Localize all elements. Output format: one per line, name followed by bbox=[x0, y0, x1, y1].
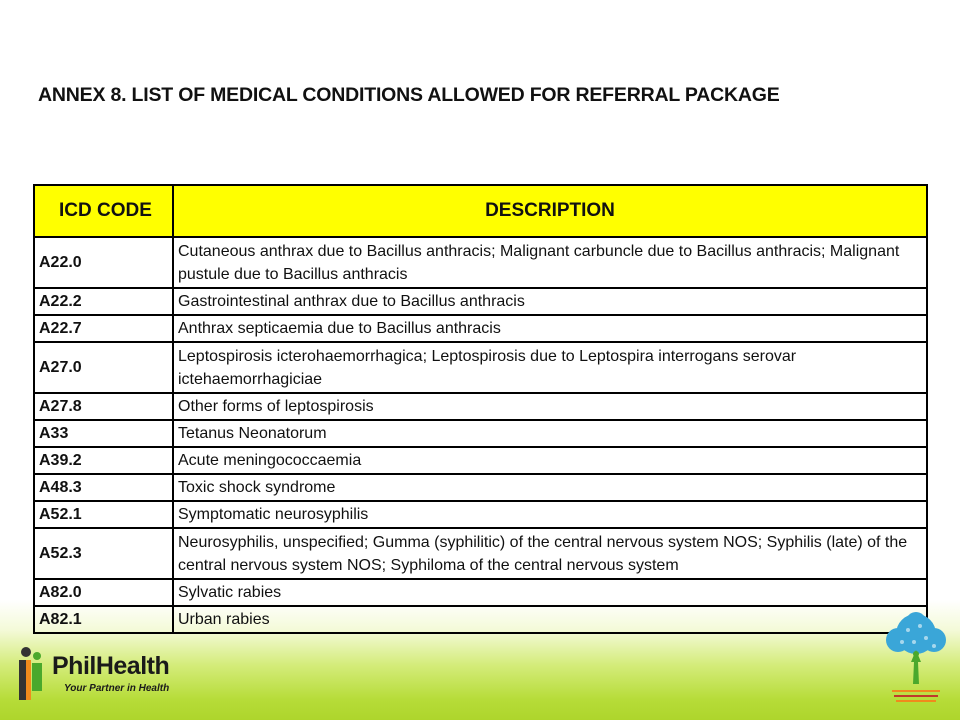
icd-code-cell: A82.0 bbox=[34, 579, 173, 606]
icd-code-cell: A82.1 bbox=[34, 606, 173, 633]
description-cell: Leptospirosis icterohaemorrhagica; Leptospirosis due to Leptospira interrogans serovar ictehaemorrhagiciae bbox=[173, 342, 927, 393]
icd-code-cell: A48.3 bbox=[34, 474, 173, 501]
philhealth-person-icon bbox=[14, 646, 50, 702]
brand-tagline: Your Partner in Health bbox=[64, 683, 170, 694]
description-cell: Neurosyphilis, unspecified; Gumma (syphilitic) of the central nervous system NOS; Syphilis (late) of the central nervous system NOS; Syphiloma of the central nervous system bbox=[173, 528, 927, 579]
icd-code-cell: A22.7 bbox=[34, 315, 173, 342]
table-row bbox=[34, 528, 927, 579]
icd-code-cell: A52.1 bbox=[34, 501, 173, 528]
description-cell: Cutaneous anthrax due to Bacillus anthracis; Malignant carbuncle due to Bacillus anthracis; Malignant pustule due to Bacillus anthracis bbox=[173, 237, 927, 288]
table-header-row bbox=[34, 185, 927, 237]
description-cell: Urban rabies bbox=[173, 606, 927, 633]
conditions-table bbox=[33, 184, 928, 634]
description-cell: Tetanus Neonatorum bbox=[173, 420, 927, 447]
table-row bbox=[34, 237, 927, 288]
icd-code-cell: A27.8 bbox=[34, 393, 173, 420]
table-row bbox=[34, 447, 927, 474]
page-title: ANNEX 8. LIST OF MEDICAL CONDITIONS ALLOWED FOR REFERRAL PACKAGE bbox=[38, 84, 780, 106]
description-cell: Sylvatic rabies bbox=[173, 579, 927, 606]
description-cell: Toxic shock syndrome bbox=[173, 474, 927, 501]
description-cell: Anthrax septicaemia due to Bacillus anthracis bbox=[173, 315, 927, 342]
description-cell: Gastrointestinal anthrax due to Bacillus anthracis bbox=[173, 288, 927, 315]
icd-code-cell: A33 bbox=[34, 420, 173, 447]
brand-name: PhilHealth bbox=[52, 652, 170, 680]
table-row bbox=[34, 342, 927, 393]
header-description: DESCRIPTION bbox=[173, 185, 927, 237]
conditions-table-wrap bbox=[33, 184, 926, 628]
icd-code-cell: A39.2 bbox=[34, 447, 173, 474]
description-cell: Acute meningococcaemia bbox=[173, 447, 927, 474]
icd-code-cell: A22.2 bbox=[34, 288, 173, 315]
icd-code-cell: A52.3 bbox=[34, 528, 173, 579]
table-row bbox=[34, 393, 927, 420]
table-row bbox=[34, 474, 927, 501]
table-row bbox=[34, 606, 927, 633]
table-row bbox=[34, 315, 927, 342]
table-row bbox=[34, 420, 927, 447]
tree-of-health-icon bbox=[880, 612, 952, 712]
icd-code-cell: A27.0 bbox=[34, 342, 173, 393]
icd-code-cell: A22.0 bbox=[34, 237, 173, 288]
table-row bbox=[34, 579, 927, 606]
table-row bbox=[34, 288, 927, 315]
description-cell: Other forms of leptospirosis bbox=[173, 393, 927, 420]
description-cell: Symptomatic neurosyphilis bbox=[173, 501, 927, 528]
header-icd-code: ICD CODE bbox=[34, 185, 173, 237]
philhealth-logo bbox=[12, 646, 202, 706]
table-row bbox=[34, 501, 927, 528]
